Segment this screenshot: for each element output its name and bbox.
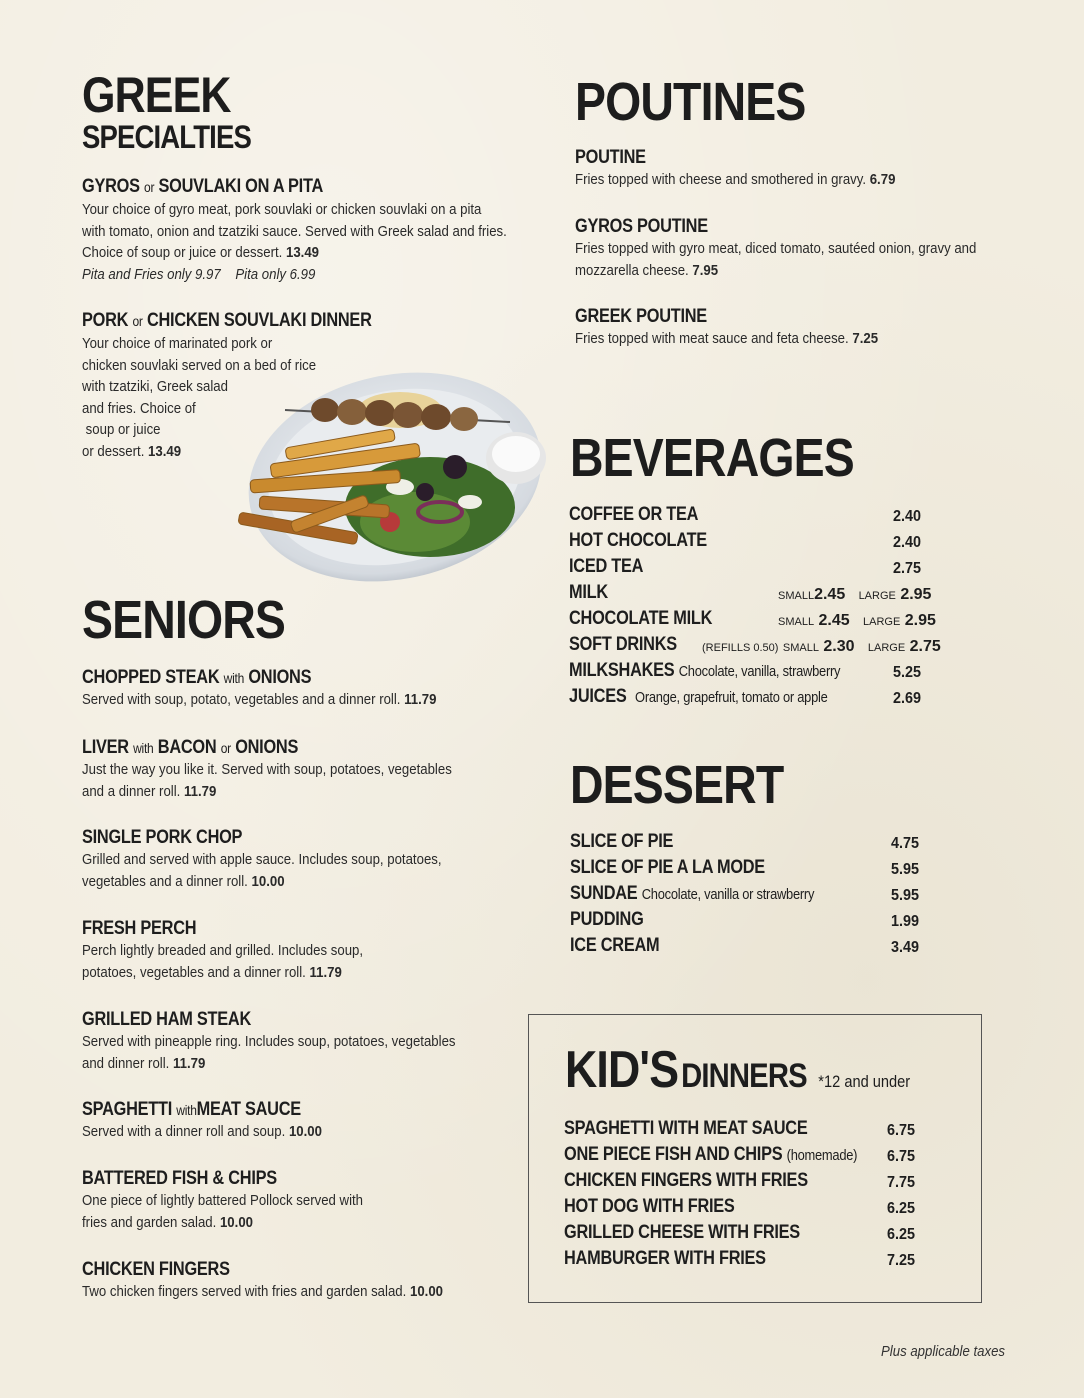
beverage-row: HOT CHOCOLATE	[569, 530, 707, 551]
dessert-price: 5.95	[891, 887, 920, 904]
dessert-price: 3.49	[891, 939, 920, 956]
souvlaki-plate-image	[230, 372, 550, 587]
dessert-row: SLICE OF PIE A LA MODE	[570, 857, 765, 878]
kids-price: 6.75	[887, 1122, 916, 1139]
beverage-row: ICED TEA	[569, 556, 644, 577]
dessert-row: SUNDAE Chocolate, vanilla or strawberry	[570, 883, 815, 904]
senior-item-title: FRESH PERCH	[82, 918, 197, 939]
beverages-heading: BEVERAGES	[570, 428, 854, 488]
beverage-price: 2.40	[893, 508, 922, 525]
senior-item-title: GRILLED HAM STEAK	[82, 1009, 252, 1030]
souvlaki-title: PORK or CHICKEN SOUVLAKI DINNER	[82, 310, 372, 331]
poutine-item-title: GYROS POUTINE	[575, 216, 708, 237]
kids-row: CHICKEN FINGERS WITH FRIES	[564, 1170, 808, 1191]
senior-item-ham-steak	[82, 1009, 506, 1074]
senior-item-fish-chips	[82, 1168, 401, 1233]
greek-poutine-item	[575, 306, 919, 350]
senior-item-title: CHICKEN FINGERS	[82, 1259, 230, 1280]
senior-item-title: SPAGHETTI withMEAT SAUCE	[82, 1099, 301, 1120]
kids-age-note: *12 and under	[818, 1072, 911, 1091]
senior-item-title: BATTERED FISH & CHIPS	[82, 1168, 277, 1189]
beverage-row: CHOCOLATE MILK	[569, 608, 713, 629]
senior-item-spaghetti	[82, 1099, 355, 1143]
dessert-row: SLICE OF PIE	[570, 831, 674, 852]
dessert-price: 1.99	[891, 913, 920, 930]
gyros-item	[82, 176, 565, 285]
kids-price: 7.75	[887, 1174, 916, 1191]
kids-row: HAMBURGER WITH FRIES	[564, 1248, 766, 1269]
dessert-row: ICE CREAM	[570, 935, 660, 956]
senior-item-description: Two chicken fingers served with fries and garden salad. 10.00	[82, 1283, 444, 1300]
senior-item-description: Served with soup, potato, vegetables and a dinner roll. 11.79	[82, 691, 437, 708]
dessert-heading: DESSERT	[570, 755, 784, 815]
beverage-price: 2.75	[893, 560, 922, 577]
dessert-price: 5.95	[891, 861, 920, 878]
kids-price: 7.25	[887, 1252, 916, 1269]
gyros-title: GYROS or SOUVLAKI ON A PITA	[82, 176, 324, 197]
senior-item-description: One piece of lightly battered Pollock served with fries and garden salad. 10.00	[82, 1192, 364, 1231]
poutine-item-description: Fries topped with cheese and smothered in gravy. 6.79	[575, 171, 896, 188]
gyros-poutine-item	[575, 216, 1031, 281]
beverage-row: JUICES Orange, grapefruit, tomato or apple	[569, 686, 828, 707]
senior-item-chicken-fingers	[82, 1259, 492, 1303]
senior-item-title: CHOPPED STEAK with ONIONS	[82, 667, 312, 688]
poutine-item-title: GREEK POUTINE	[575, 306, 707, 327]
beverage-row: MILK	[569, 582, 608, 603]
dessert-price: 4.75	[891, 835, 920, 852]
greek-heading-line2: SPECIALTIES	[82, 119, 251, 155]
kids-row: GRILLED CHEESE WITH FRIES	[564, 1222, 800, 1243]
poutine-item-title: POUTINE	[575, 147, 646, 168]
beverage-price: 2.40	[893, 534, 922, 551]
senior-item-chopped-steak	[82, 667, 485, 711]
kids-heading-small: DINNERS	[681, 1057, 807, 1095]
kids-heading-big: KID'S	[565, 1041, 679, 1099]
senior-item-description: Served with a dinner roll and soup. 10.00	[82, 1123, 322, 1140]
senior-item-description: Just the way you like it. Served with soup, potatoes, vegetables and a dinner roll. 11.79	[82, 761, 452, 800]
souvlaki-description: Your choice of marinated pork or chicken souvlaki served on a bed of rice with tzatziki, Greek salad and fries. Choice of soup or juice or dessert. 13.49	[82, 335, 317, 460]
senior-item-title: SINGLE PORK CHOP	[82, 827, 243, 848]
beverage-row: COFFEE OR TEA	[569, 504, 699, 525]
kids-price: 6.25	[887, 1226, 916, 1243]
greek-heading-line1: GREEK	[82, 67, 231, 123]
kids-row: SPAGHETTI WITH MEAT SAUCE	[564, 1118, 808, 1139]
senior-item-liver	[82, 737, 502, 802]
taxes-note: Plus applicable taxes	[881, 1343, 1006, 1360]
senior-item-pork-chop	[82, 827, 491, 892]
gyros-alt-price-2: Pita only 6.99	[235, 265, 316, 283]
seniors-heading: SENIORS	[82, 590, 286, 650]
senior-item-title: LIVER with BACON or ONIONS	[82, 737, 299, 758]
senior-item-description: Perch lightly breaded and grilled. Includes soup, potatoes, vegetables and a dinner roll. 11.79	[82, 942, 364, 981]
dessert-row: PUDDING	[570, 909, 644, 930]
poutines-heading: POUTINES	[575, 72, 806, 132]
beverage-price: 2.69	[893, 690, 922, 707]
beverage-size-prices: SMALL2.45 LARGE 2.95	[778, 586, 932, 603]
greek-heading	[82, 67, 278, 155]
beverage-price: 5.25	[893, 664, 922, 681]
gyros-alt-price-1: Pita and Fries only 9.97	[82, 265, 221, 283]
kids-price: 6.75	[887, 1148, 916, 1165]
poutine-item	[575, 147, 939, 191]
poutine-item-description: Fries topped with meat sauce and feta cheese. 7.25	[575, 330, 879, 347]
beverage-row: SOFT DRINKS	[569, 634, 677, 655]
beverage-row: MILKSHAKES Chocolate, vanilla, strawberry	[569, 660, 841, 681]
kids-heading	[565, 1040, 910, 1100]
senior-item-perch	[82, 918, 401, 983]
beverage-size-prices: SMALL 2.45 LARGE 2.95	[778, 612, 936, 629]
poutine-item-description: Fries topped with gyro meat, diced tomato, sautéed onion, gravy and mozzarella cheese. 7.95	[575, 240, 977, 279]
senior-item-description: Grilled and served with apple sauce. Includes soup, potatoes, vegetables and a dinner roll. 10.00	[82, 851, 442, 890]
kids-price: 6.25	[887, 1200, 916, 1217]
gyros-description: Your choice of gyro meat, pork souvlaki or chicken souvlaki on a pita with tomato, onion and tzatziki sauce. Served with Greek salad and fries. Choice of soup or juice or dessert. 13.49 Pita and Fries only 9.97 Pita only 6.99	[82, 201, 507, 283]
beverage-size-prices: (REFILLS 0.50) SMALL 2.30 LARGE 2.75	[702, 638, 941, 655]
kids-row: ONE PIECE FISH AND CHIPS (homemade)	[564, 1144, 858, 1165]
kids-row: HOT DOG WITH FRIES	[564, 1196, 735, 1217]
senior-item-description: Served with pineapple ring. Includes soup, potatoes, vegetables and dinner roll. 11.79	[82, 1033, 456, 1072]
